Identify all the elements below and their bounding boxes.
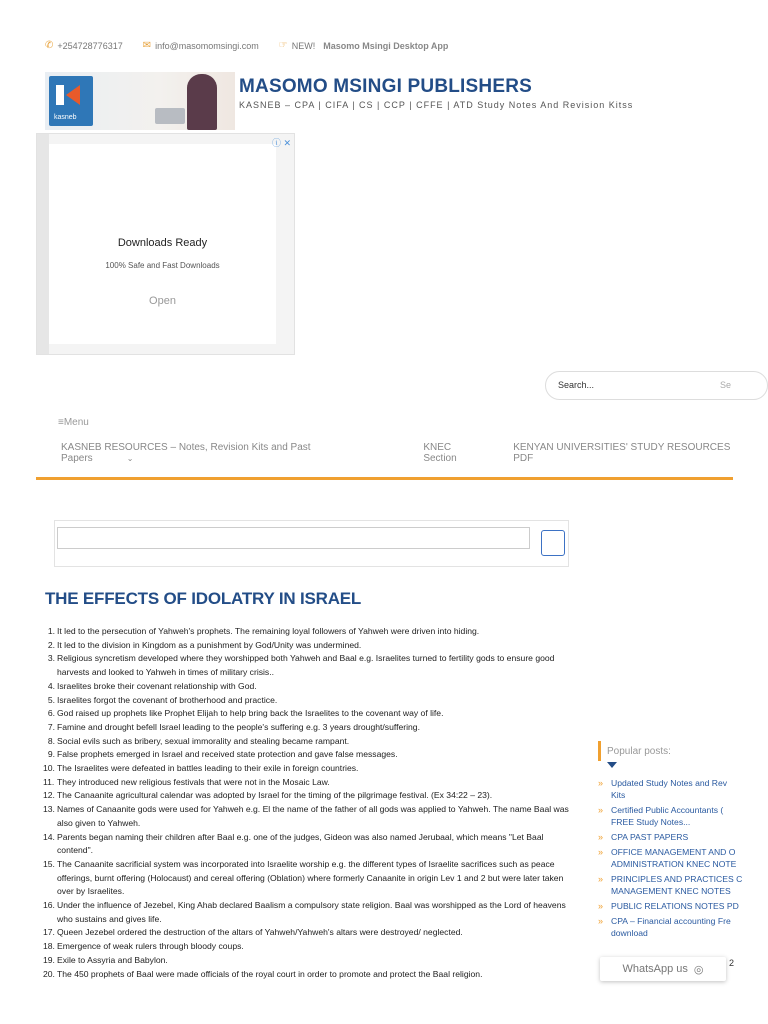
new-label: NEW! (291, 40, 316, 51)
phone-icon: ✆ (45, 40, 54, 51)
email-link[interactable] (143, 40, 259, 51)
search-input[interactable] (545, 371, 768, 400)
list-item-number: 3. (47, 653, 55, 664)
list-item (47, 694, 577, 708)
popular-post-title: CPA – Financial accounting Fre download (611, 916, 731, 938)
popular-posts-heading: Popular posts: (607, 746, 671, 757)
list-item-text: Religious syncretism developed where they worshipped both Yahweh and Baal e.g. Israelites turned to fertility gods to ensure good harvests and looked to Yahweh in times of military crisis.. (57, 653, 555, 678)
list-item-number: 4. (47, 680, 55, 691)
page-title: THE EFFECTS OF IDOLATRY IN ISRAEL (45, 589, 362, 608)
menu-toggle[interactable]: ≡Menu (58, 417, 89, 428)
list-item-text: It led to the division in Kingdom as a punishment by God/Unity was undermined. (57, 639, 362, 650)
list-item-text: Israelites broke their covenant relationship with God. (57, 680, 257, 691)
list-item-number: 14. (43, 831, 55, 842)
widget-button[interactable] (541, 530, 565, 556)
section-accent-bar (598, 741, 601, 761)
list-item (47, 652, 577, 679)
list-item-text: Famine and drought befell Israel leading to the people's suffering e.g. 3 years drought/suffering. (57, 721, 420, 732)
list-item-number: 8. (47, 735, 55, 746)
ad-close-icon[interactable]: ⓘ ✕ (271, 138, 291, 148)
list-item (43, 940, 577, 954)
top-contact-bar (45, 40, 468, 51)
popular-post-link[interactable] (598, 873, 768, 897)
kasneb-logo (49, 76, 93, 126)
double-chevron-right-icon: » (598, 916, 604, 926)
double-chevron-right-icon: » (598, 832, 604, 842)
list-item-number: 16. (43, 900, 55, 911)
advertisement[interactable] (36, 133, 295, 355)
list-item (47, 707, 577, 721)
effects-list (43, 625, 577, 981)
list-item-number: 15. (43, 858, 55, 869)
nav-item-universities[interactable]: KENYAN UNIVERSITIES' STUDY RESOURCES PDF (513, 442, 731, 464)
popular-post-link[interactable] (598, 804, 768, 828)
list-item-text: Parents began naming their children after Baal e.g. one of the judges, Gideon was also named Jerubaal, which means "Let Baal contend". (57, 831, 544, 856)
pointing-hand-icon: ☞ (278, 40, 288, 51)
ad-card[interactable] (49, 144, 276, 344)
double-chevron-right-icon: » (598, 874, 604, 884)
list-item-text: They introduced new religious festivals that were not in the Mosaic Law. (57, 776, 330, 787)
whatsapp-icon: ◎ (693, 963, 704, 976)
desktop-app-label: Masomo Msingi Desktop App (323, 40, 449, 51)
list-item (47, 625, 577, 639)
nav-divider (36, 477, 733, 480)
list-item-number: 17. (43, 927, 55, 938)
list-item-number: 6. (47, 708, 55, 719)
search-placeholder: Search... (558, 380, 595, 390)
widget-input[interactable] (57, 527, 530, 549)
list-item-text: It led to the persecution of Yahweh's prophets. The remaining loyal followers of Yahweh were driven into hiding. (57, 626, 480, 636)
list-item (43, 954, 577, 968)
kasneb-logo-text: kasneb (54, 114, 77, 121)
list-item-text: God raised up prophets like Prophet Elijah to help bring back the Israelites to the covenant way of life. (57, 708, 444, 719)
list-item-text: Under the influence of Jezebel, King Ahab declared Baalism a compulsory state religion. Baal was worshipped as the Lord of heavens who sustains and gives life. (57, 900, 566, 924)
caret-down-icon (607, 762, 617, 768)
list-item (47, 735, 577, 749)
list-item (47, 680, 577, 694)
chevron-down-icon: ⌄ (126, 454, 134, 463)
list-item-number: 18. (43, 941, 55, 952)
list-item-number: 19. (43, 954, 55, 965)
list-item-text: Exile to Assyria and Babylon. (57, 954, 168, 965)
whatsapp-label: WhatsApp us (622, 963, 688, 975)
popular-post-title: OFFICE MANAGEMENT AND O ADMINISTRATION KNEC NOTE (611, 847, 737, 869)
popular-post-link[interactable] (598, 777, 768, 801)
list-item-text: Queen Jezebel ordered the destruction of the altars of Yahweh/Yahweh's altars were destroyed/ neglected. (57, 927, 463, 938)
list-item (43, 776, 577, 790)
popular-post-title: Certified Public Accountants ( FREE Study Notes... (611, 805, 724, 827)
person-illustration (187, 74, 217, 130)
list-item (43, 803, 577, 830)
list-item-number: 13. (43, 804, 55, 815)
list-item-number: 2. (47, 639, 55, 650)
ad-open-button[interactable]: Open (149, 295, 176, 307)
double-chevron-right-icon: » (598, 805, 604, 815)
list-item-text: The 450 prophets of Baal were made officials of the royal court in order to promote and protect the Baal religion. (57, 968, 483, 979)
list-item (43, 968, 577, 982)
list-item-number: 7. (47, 721, 55, 732)
list-item-number: 5. (47, 694, 55, 705)
list-item-text: The Canaanite agricultural calendar was adopted by Israel for the timing of the pilgrimage festival. (Ex 34:22 – 23). (57, 790, 493, 801)
popular-post-title: PUBLIC RELATIONS NOTES PD (611, 901, 739, 911)
list-item-text: Names of Canaanite gods were used for Yahweh e.g. El the name of the father of all gods was applied to Yahweh. The name Baal was also given to Yahweh. (57, 804, 569, 828)
list-item (43, 926, 577, 940)
email-text: info@masomomsingi.com (155, 40, 259, 51)
desktop-app-link[interactable] (279, 40, 449, 51)
list-item-text: Israelites forgot the covenant of brotherhood and practice. (57, 694, 278, 705)
site-title[interactable]: MASOMO MSINGI PUBLISHERS (239, 76, 532, 97)
popular-post-link[interactable] (598, 900, 768, 912)
nav-item-kasneb[interactable]: KASNEB RESOURCES – Notes, Revision Kits and Past Papers ⌄ (61, 442, 311, 464)
list-item-number: 1. (47, 626, 55, 636)
list-item (43, 762, 577, 776)
list-item-text: The Canaanite sacrificial system was incorporated into Israelite worship e.g. the different types of Israelite sacrifices such as peace offerings, burnt offering (Holocaust) and cereal offering (Oblation) where formerly Canaanite in origin Lev 1 and 2 but were later taken over by Israelites. (57, 858, 564, 897)
embedded-widget (54, 520, 569, 567)
ad-subheading: 100% Safe and Fast Downloads (105, 261, 220, 270)
main-navigation (61, 442, 768, 464)
nav-item-knec[interactable]: KNEC Section (423, 442, 457, 464)
list-item-number: 11. (43, 776, 55, 787)
site-tagline: KASNEB – CPA | CIFA | CS | CCP | CFFE | ATD Study Notes And Revision Kitss (239, 100, 634, 110)
list-item-number: 10. (43, 763, 55, 774)
ad-heading: Downloads Ready (117, 237, 208, 249)
list-item-number: 9. (47, 749, 55, 760)
search-button[interactable]: Se (720, 380, 732, 390)
list-item (47, 639, 577, 653)
popular-post-peek: 2 (729, 958, 735, 968)
double-chevron-right-icon: » (598, 847, 604, 857)
list-item (43, 789, 577, 803)
list-item (47, 721, 577, 735)
double-chevron-right-icon: » (598, 901, 604, 911)
header-logo-image[interactable] (45, 72, 235, 130)
list-item (47, 748, 577, 762)
list-item (43, 858, 577, 899)
popular-post-link[interactable] (598, 915, 768, 939)
popular-posts-list (598, 777, 768, 942)
list-item-text: False prophets emerged in Israel and received state protection and gave false messages. (57, 749, 398, 760)
phone-text: +254728776317 (57, 40, 123, 51)
list-item-text: The Israelites were defeated in battles leading to their exile in foreign countries. (57, 763, 359, 774)
phone-link[interactable] (45, 40, 123, 51)
popular-post-title: PRINCIPLES AND PRACTICES C MANAGEMENT KNEC NOTES (611, 874, 743, 896)
list-item-number: 20. (43, 968, 55, 979)
whatsapp-button[interactable] (600, 957, 726, 981)
double-chevron-right-icon: » (598, 778, 604, 788)
envelope-icon: ✉ (142, 40, 152, 51)
popular-post-title: Updated Study Notes and Rev Kits (611, 778, 728, 800)
list-item-text: Emergence of weak rulers through bloody coups. (57, 941, 244, 952)
list-item (43, 831, 577, 858)
popular-post-title: CPA PAST PAPERS (611, 832, 689, 842)
popular-post-link[interactable] (598, 846, 768, 870)
laptop-illustration (155, 108, 185, 124)
list-item-number: 12. (43, 790, 55, 801)
popular-post-link[interactable] (598, 831, 768, 843)
list-item-text: Social evils such as bribery, sexual immorality and stealing became rampant. (57, 735, 350, 746)
list-item (43, 899, 577, 926)
